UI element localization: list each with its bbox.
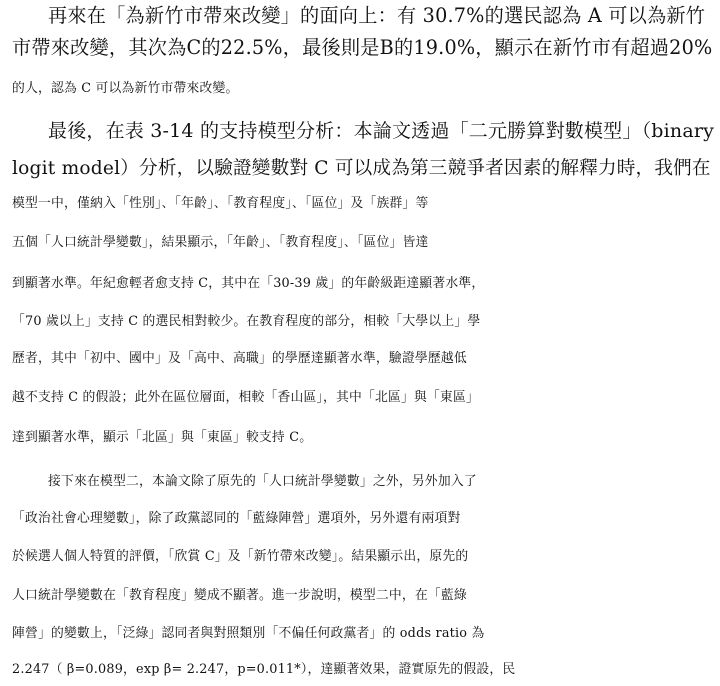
paragraph-line: 越不支持 C 的假設；此外在區位層面，相較「香山區」，其中「北區」與「東區」	[12, 390, 480, 405]
paragraph-line: 市帶來改變，其次為C的22.5%，最後則是B的19.0%，顯示在新竹市有超過20%	[12, 36, 713, 59]
paragraph-line: 陣營」的變數上，「泛綠」認同者與對照類別「不偏任何政黨者」的 odds ratio 為	[12, 626, 485, 641]
paragraph-line: 「政治社會心理變數」，除了政黨認同的「藍綠陣營」選項外，另外還有兩項對	[12, 511, 461, 526]
paragraph-line: 接下來在模型二，本論文除了原先的「人口統計學變數」之外，另外加入了	[48, 474, 477, 489]
paragraph-line: 於候選人個人特質的評價，「欣賞 C」及「新竹帶來改變」。結果顯示出，原先的	[12, 549, 469, 564]
paragraph-line: 到顯著水準。年紀愈輕者愈支持 C，其中在「30-39 歲」的年齡級距達顯著水準，	[12, 276, 485, 291]
paragraph-line: 達到顯著水準，顯示「北區」與「東區」較支持 C。	[12, 430, 313, 445]
paragraph-line: 歷者，其中「初中、國中」及「高中、高職」的學歷達顯著水準，驗證學歷越低	[12, 351, 467, 366]
paragraph-line: 2.247（ β=0.089，exp β= 2.247，p=0.011*），達顯著效果，證實原先的假設，民	[12, 662, 516, 677]
paragraph-line: 五個「人口統計學變數」，結果顯示，「年齡」、「教育程度」、「區位」皆達	[12, 235, 429, 250]
paragraph-line: logit model）分析，以驗證變數對 C 可以成為第三競爭者因素的解釋力時，我們在	[12, 158, 711, 179]
paragraph-line: 再來在「為新竹市帶來改變」的面向上：有 30.7%的選民認為 A 可以為新竹	[48, 4, 706, 27]
paragraph-line: 模型一中，僅納入「性別」、「年齡」、「教育程度」、「區位」及「族群」等	[12, 196, 429, 211]
paragraph-line: 最後，在表 3-14 的支持模型分析：本論文透過「二元勝算對數模型」（binary	[48, 120, 715, 142]
paragraph-line: 的人，認為 C 可以為新竹市帶來改變。	[12, 81, 239, 96]
paragraph-line: 「70 歲以上」支持 C 的選民相對較少。在教育程度的部分，相較「大學以上」學	[12, 314, 481, 329]
paragraph-line: 人口統計學變數在「教育程度」變成不顯著。進一步說明，模型二中，在「藍綠	[12, 588, 467, 603]
